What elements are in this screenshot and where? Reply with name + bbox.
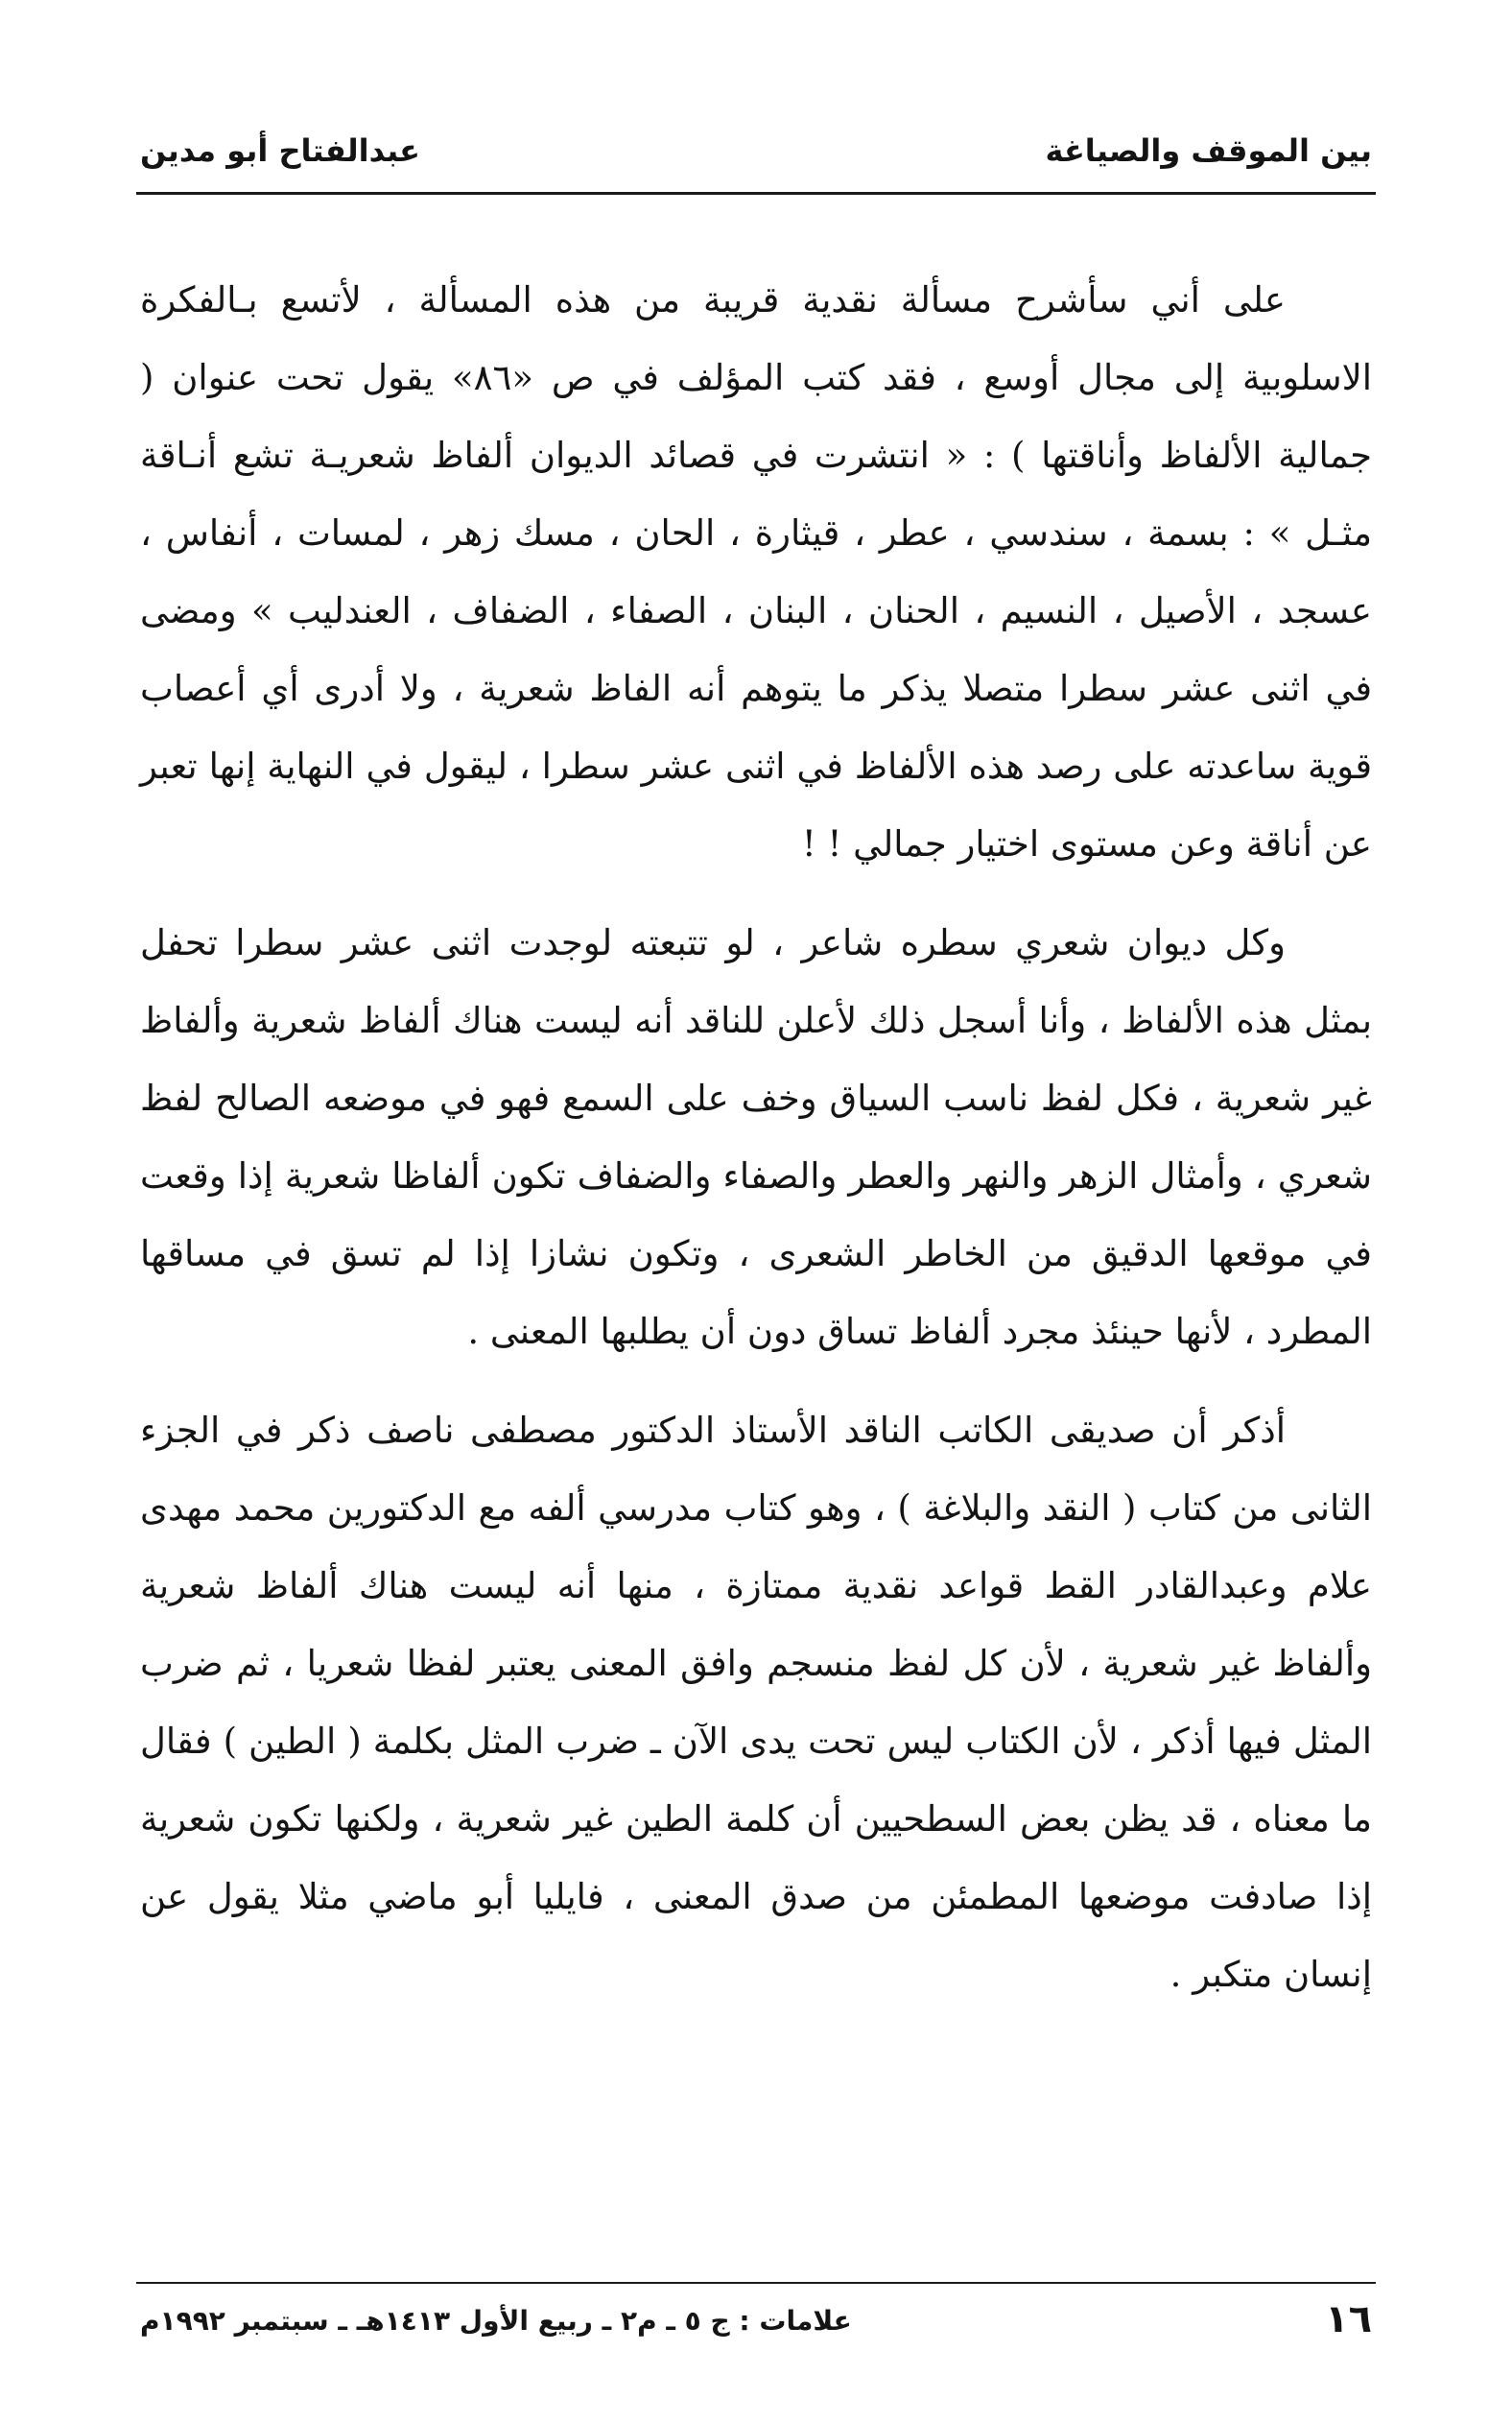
text-line: أذكر أن صديقى الكاتب الناقد الأستاذ الدكتور مصطفى ناصف ذكر في	[235, 1410, 1286, 1451]
text-line: متكبر .	[1169, 1954, 1273, 1995]
journal-info: علامات : ج ٥ ـ م٢ ـ ربيع الأول ١٤١٣هـ ـ سبتمبر ١٩٩٢م	[140, 2305, 852, 2337]
text-line: وكل ديوان شعري سطره شاعر ، لو تتبعته لوجدت اثنى عشر سطرا تحفل	[140, 922, 1286, 963]
text-line: بمثل هذه الألفاظ ، وأنا أسجل ذلك لأعلن للناقد أنه ليست هناك ألفاظ شعرية	[251, 1000, 1372, 1041]
running-header	[140, 123, 1372, 190]
text-line: الأصيل ، النسيم ، الحنان ، البنان ، الصفاء ، الضفاف ، العندليب » ومضى	[140, 590, 1237, 631]
text-line: على أني سأشرح مسألة نقدية قريبة من هذه المسألة ، لأتسع بـالفكرة	[140, 279, 1286, 321]
paragraph-2	[140, 904, 1372, 1370]
text-line: المعنى .	[467, 1311, 589, 1352]
book-title: بين الموقف والصياغة	[1045, 132, 1372, 169]
page-number: ١٦	[1325, 2297, 1372, 2341]
text-line: إذا لم تسق في مساقها المطرد ، لأنها حينئذ مجرد ألفاظ تساق دون أن يطلبها	[140, 1233, 1372, 1352]
text-line: ( جمالية الألفاظ وأناقتها ) :	[140, 357, 1372, 476]
author-name: عبدالفتاح أبو مدين	[140, 132, 420, 169]
text-line: يدى الآن ـ ضرب المثل بكلمة ( الطين ) فقال ما معناه ، قد يظن بعض	[140, 1721, 1372, 1840]
text-line: الدكتورين محمد مهدى علام وعبدالقادر القط قواعد نقدية ممتازة ، منها أنه	[140, 1487, 1372, 1606]
text-line: الاسلوبية إلى مجال أوسع ، فقد كتب المؤلف في ص «٨٦» يقول تحت عنوان	[172, 357, 1372, 398]
text-line: سندسي ، عطر ، قيثارة ، الحان ، مسك زهر ، لمسات ، أنفاس ، عسجد ،	[140, 512, 1372, 631]
footer-rule	[136, 2282, 1376, 2284]
text-line: « انتشرت في قصائد الديوان ألفاظ شعريـة تشع أنـاقة مثـل » : بسمة ،	[140, 435, 1373, 554]
body-text	[140, 261, 1372, 2013]
text-line: في اثنى عشر سطرا متصلا يذكر ما يتوهم أنه الفاظ شعرية ، ولا أدرى أي	[261, 668, 1373, 709]
text-line: الجزء الثانى من كتاب ( النقد والبلاغة ) ، وهو كتاب مدرسي ألفه مع	[140, 1410, 1372, 1529]
text-line: ألفاظا شعرية إذا وقعت في موقعها الدقيق من الخاطر الشعرى ، وتكون نشازا	[140, 1155, 1372, 1274]
header-rule	[136, 192, 1376, 195]
text-line: السطحيين أن كلمة الطين غير شعرية ، ولكنها تكون شعرية إذا صادفت	[140, 1798, 1372, 1917]
text-line: وألفاظ غير شعرية ، فكل لفظ ناسب السياق وخف على السمع فهو في موضعه	[140, 1000, 1372, 1119]
text-line: الصالح لفظ شعري ، وأمثال الزهر والنهر والعطر والصفاء والضفاف تكون	[140, 1078, 1372, 1197]
paragraph-1	[140, 261, 1372, 883]
text-line: موضعها المطمئن من صدق المعنى ، فايليا أبو ماضي مثلا يقول عن إنسان	[140, 1876, 1372, 1995]
text-line: النهاية إنها تعبر عن أناقة وعن مستوى اختيار جمالي ! !	[140, 746, 1372, 865]
page-footer	[140, 2297, 1372, 2355]
text-line: ليست هناك ألفاظ شعرية وألفاظ غير شعرية ، لأن كل لفظ منسجم وافق	[140, 1565, 1373, 1684]
text-line: أعصاب قوية ساعدته على رصد هذه الألفاظ في اثنى عشر سطرا ، ليقول في	[140, 668, 1373, 787]
text-line: المعنى يعتبر لفظا شعريا ، ثم ضرب المثل فيها أذكر ، لأن الكتاب ليس تحت	[140, 1643, 1373, 1762]
paragraph-3	[140, 1391, 1372, 2013]
